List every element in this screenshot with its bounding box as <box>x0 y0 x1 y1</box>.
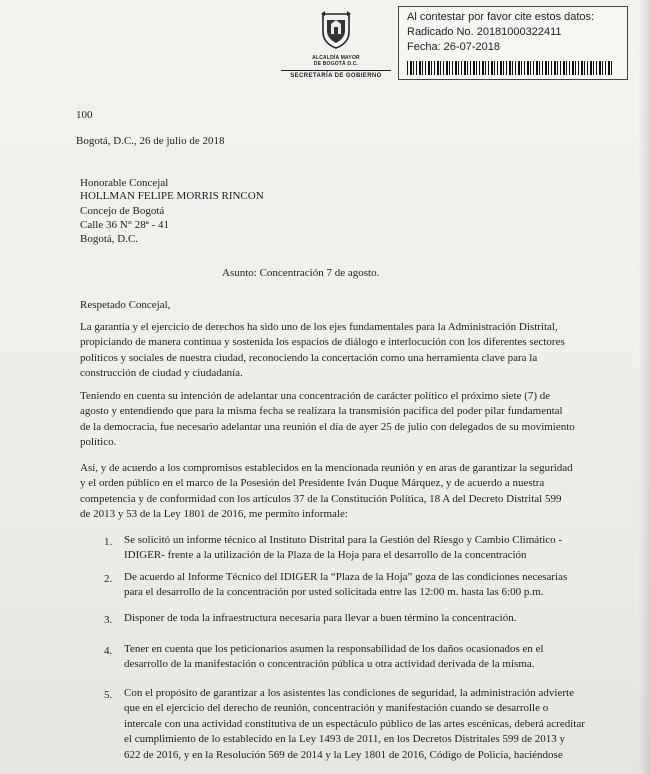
radicado-stamp <box>398 6 628 80</box>
list-item-line: intercale con una actividad constitutiva de un espectáculo público de las artes escénicas, deberá acreditar <box>124 717 585 730</box>
list-item-number: 5. <box>104 689 113 701</box>
list-item-line: el cumplimiento de lo establecido en la Ley 1493 de 2011, en los Decretos Distritales 599 de 2013 y <box>124 733 566 746</box>
list-item-text <box>124 570 567 601</box>
list-item-number: 3. <box>104 614 113 626</box>
list-item-line: Se solicitó un informe técnico al Instituto Distrital para la Gestión del Riesgo y Cambio Climático - <box>124 534 563 546</box>
list-item-line: 622 de 2016, y en la Resolución 569 de 2014 y la Ley 1801 de 2016, Código de Policía, haciéndose <box>124 748 563 761</box>
paragraph-line: La garantía y el ejercicio de derechos ha sido uno de los ejes fundamentales para la Administración Distrital, <box>80 321 558 333</box>
dependency-code: 100 <box>76 109 93 121</box>
paragraph-line: propiciando de manera continua y sostenida los espacios de diálogo e interlocución con los diferentes sectores <box>80 336 565 349</box>
paragraph-line: político. <box>80 436 117 449</box>
list-item-number: 1. <box>104 536 113 548</box>
list-item-line: desarrollo de la manifestación o concentración pública u otra actividad derivada de la misma. <box>124 658 535 671</box>
secretaria-label: SECRETARÍA DE GOBIERNO <box>290 73 382 79</box>
letter-date: Bogotá, D.C., 26 de julio de 2018 <box>76 135 225 147</box>
stamp-date: Fecha: 26-07-2018 <box>407 41 500 53</box>
paragraph-line: competencia y de conformidad con los artículos 37 de la Constitución Política, 18 A del Decreto Distrital 599 <box>80 492 562 505</box>
subject-line: Asunto: Concentración 7 de agosto. <box>222 267 380 279</box>
bogota-crest-icon <box>319 10 353 50</box>
paragraph-line: políticos y sociales de nuestra ciudad, reconociendo la concertación como una herramienta clave para la <box>80 351 538 364</box>
paragraph-line: Así, y de acuerdo a los compromisos establecidos en la mencionada reunión y en aras de garantizar la seguridad <box>80 462 573 474</box>
logo-line-2: DE BOGOTÁ D.C. <box>313 61 359 67</box>
salutation: Respetado Concejal, <box>80 299 171 311</box>
paragraph-3 <box>80 461 633 523</box>
list-item-line: que en el ejercicio del derecho de reunión, concentración y manifestación cuando se desarrolle o <box>124 702 549 715</box>
stamp-instruction: Al contestar por favor cite estos datos: <box>407 11 595 23</box>
list-item-number: 4. <box>104 645 113 657</box>
list-item-number: 2. <box>104 573 113 585</box>
page-shadow <box>638 0 650 774</box>
list-item-text <box>124 642 544 673</box>
list-item-line: para el desarrollo de la concentración por usted solicitada entre las 12:00 m. hasta las 6:00 p.m. <box>124 586 544 599</box>
list-item-text <box>124 686 585 763</box>
letterhead-logo <box>280 10 392 79</box>
paragraph-line: agosto y entendiendo que para la misma fecha se realizara la transmisión pacífica del poder pilar fundamental <box>80 405 563 418</box>
paragraph-line: de 2013 y 53 de la Ley 1801 de 2016, me permito informale: <box>80 508 348 521</box>
paragraph-line: y el orden público en el marco de la Posesión del Presidente Iván Duque Márquez, y de acuerdo a nuestra <box>80 477 545 490</box>
recipient-line: Concejo de Bogotá <box>80 205 165 217</box>
list-item-line: IDIGER- frente a la utilización de la Plaza de la Hoja para el desarrollo de la concentración <box>124 549 527 562</box>
recipient-line: Calle 36 N° 28ª - 41 <box>80 219 170 231</box>
list-item-line: Tener en cuenta que los peticionarios asumen la responsabilidad de los daños ocasionados en el <box>124 643 544 655</box>
paragraph-2 <box>80 389 633 451</box>
paragraph-line: construcción de ciudad y ciudadanía. <box>80 367 243 380</box>
recipient-line: HOLLMAN FELIPE MORRIS RINCON <box>80 190 264 202</box>
list-item-line: Con el propósito de garantizar a los asistentes las condiciones de seguridad, la administración advierte <box>124 687 574 699</box>
paragraph-line: Teniendo en cuenta su intención de adelantar una concentración de carácter político el próximo siete (7) de <box>80 390 551 402</box>
recipient-line: Bogotá, D.C. <box>80 233 139 245</box>
logo-line-1: ALCALDÍA MAYOR <box>312 55 360 61</box>
paragraph-line: de la democracia, fue necesario adelantar una reunión el día de ayer 25 de julio con delegados de su movimiento <box>80 420 575 433</box>
stamp-radicado: Radicado No. 20181000322411 <box>407 26 562 38</box>
list-item-line: Disponer de toda la infraestructura necesaria para llevar a buen término la concentración. <box>124 612 517 624</box>
barcode <box>407 61 612 75</box>
recipient-line: Honorable Concejal <box>80 177 169 189</box>
paragraph-1 <box>80 320 633 382</box>
list-item-line: De acuerdo al Informe Técnico del IDIGER la “Plaza de la Hoja” goza de las condiciones necesarias <box>124 571 568 583</box>
list-item-text <box>124 611 516 626</box>
logo-divider <box>281 70 391 71</box>
list-item-text <box>124 533 562 564</box>
